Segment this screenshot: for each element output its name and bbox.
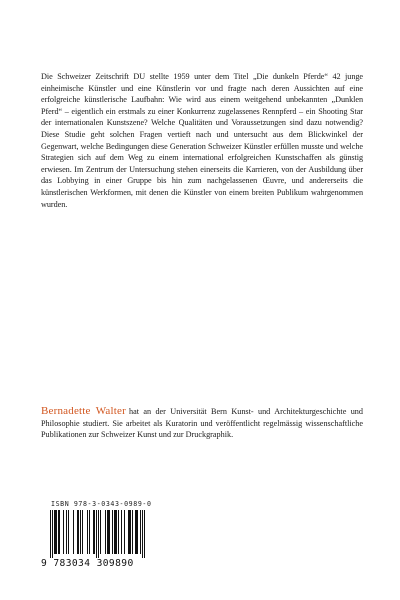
barcode-bar (93, 510, 94, 554)
barcode-bar (98, 510, 99, 558)
barcode-bar (56, 510, 57, 554)
barcode-bar (89, 510, 90, 554)
barcode-bar (55, 510, 56, 554)
barcode-bar (77, 510, 78, 554)
barcode-bar (112, 510, 113, 554)
barcode-bar (52, 510, 53, 558)
barcode-bar (136, 510, 137, 554)
blurb-text: Die Schweizer Zeitschrift DU stellte 1959 unter dem Titel „Die dunkeln Pferde“ 42 junge einheimische Künstler und eine Künstlerin vor und fragte nach deren Aussichten auf eine erfolgreiche künstlerische Laufbahn: Wie wird aus einem weitgehend unbekannten „Dunklen Pferd“ – eigentlich ein erstmals zu einer Konkurrenz zugelassenes Rennpferd – ein Shooting Star der internationalen Kunstszene? Welche Qualitäten und Voraussetzungen sind dazu notwendig? Diese Studie geht solchen Fragen vertieft nach und untersucht aus dem Blickwinkel der Gegenwart, welche Bedingungen diese Generation Schweizer Künstler erfüllen musste und welche Strategien sich auf dem Weg zu einem international erfolgreichen Kunstschaffen als günstig erwiesen. Im Zentrum der Untersuchung stehen einerseits die Karrieren, von der Ausbildung über das Lobbying in einer Gruppe bis hin zum nachgelassenen Œuvre, und andererseits die künstlerischen Werkformen, mit denen die Künstler von einem breiten Publikum wahrgenommen wurden. (41, 72, 363, 209)
barcode-bar (118, 510, 119, 554)
barcode-bar (114, 510, 115, 554)
barcode-bar (87, 510, 88, 554)
barcode-digits: 9 783034 309890 (41, 558, 134, 569)
barcode-bar (130, 510, 131, 554)
barcode-icon (41, 510, 151, 558)
barcode-bar (140, 510, 141, 554)
barcode-bar (121, 510, 122, 554)
barcode-bar (137, 510, 138, 554)
barcode-bar (107, 510, 108, 554)
barcode-bar (132, 510, 133, 554)
barcode-bar (94, 510, 95, 554)
barcode-bar (129, 510, 130, 554)
barcode-bar (128, 510, 129, 554)
barcode-bar (105, 510, 106, 554)
barcode-bar (135, 510, 136, 554)
barcode-bar (66, 510, 67, 554)
barcode-bar (144, 510, 145, 558)
barcode-bar (73, 510, 74, 554)
barcode-bar (96, 510, 97, 558)
author-bio (41, 406, 363, 441)
barcode-bar (116, 510, 117, 554)
barcode-bar (59, 510, 60, 554)
barcode-bar (63, 510, 64, 554)
barcode-bar (58, 510, 59, 554)
author-name: Bernadette Walter (41, 405, 126, 417)
barcode-bar (142, 510, 143, 558)
barcode-bar (50, 510, 51, 558)
barcode-bar (100, 510, 101, 554)
barcode-bar (54, 510, 55, 554)
barcode-bar (124, 510, 125, 554)
barcode-bar (108, 510, 109, 554)
barcode-bar (80, 510, 81, 554)
author-bio-text: hat an der Universität Bern Kunst- und Architekturgeschichte und Philosophie studiert. Sie arbeitet als Kuratorin und veröffentlicht regelmässig wissenschaftliche Publikationen zur Schweizer Kunst und zur Druckgraphik. (41, 407, 363, 440)
barcode-bar (68, 510, 69, 554)
isbn-label: ISBN 978-3-0343-0989-0 (51, 500, 152, 508)
barcode-block (41, 498, 151, 578)
barcode-bar (78, 510, 79, 554)
barcode-bar (82, 510, 83, 554)
barcode-bar (115, 510, 116, 554)
barcode-bar (109, 510, 110, 554)
